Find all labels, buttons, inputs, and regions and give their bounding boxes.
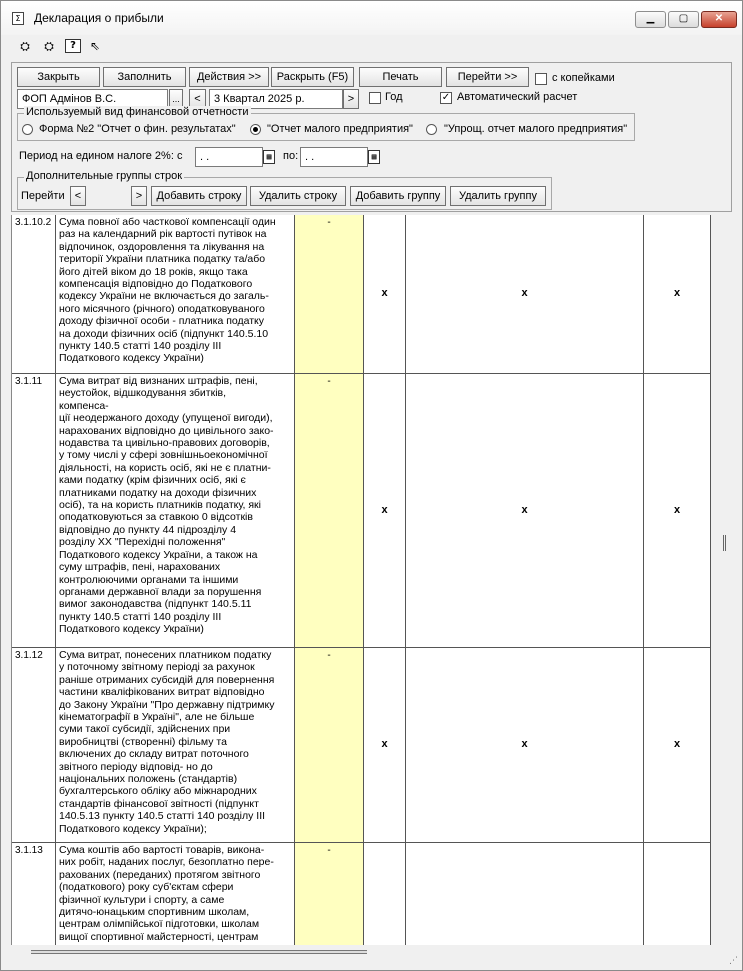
with-kopecks-label: с копейками xyxy=(552,72,615,84)
table-row xyxy=(12,648,711,843)
row-cell-x2 xyxy=(406,374,644,647)
row-cell-x3 xyxy=(644,648,711,842)
tax-period-label: Период на едином налоге 2%: с xyxy=(19,150,183,162)
extra-groups-title: Дополнительные группы строк xyxy=(26,170,183,182)
row-cell-x3 xyxy=(644,843,711,945)
row-code: 3.1.11 xyxy=(12,374,56,647)
x-mark: x xyxy=(673,287,681,299)
close-window-button[interactable] xyxy=(701,11,737,28)
report-type-title: Используемый вид финансовой отчетности xyxy=(26,106,249,118)
prev-period-button[interactable]: < xyxy=(189,89,206,109)
row-code: 3.1.10.2 xyxy=(12,215,56,373)
horizontal-scroll-thumb[interactable] xyxy=(31,950,367,954)
report-type-radio-simplified[interactable] xyxy=(426,124,437,135)
x-mark: x xyxy=(521,287,528,299)
sigma-app-icon: Σ xyxy=(12,12,24,25)
report-type-label-form2: Форма №2 "Отчет о фин. результатах" xyxy=(39,123,236,135)
report-type-group xyxy=(17,106,635,141)
tax-period-to-label: по: xyxy=(283,150,299,162)
x-mark: x xyxy=(673,503,681,516)
row-description: Сума коштів або вартості товарів, викона- них робіт, наданих послуг, безоплатно пере- рахованих (переданих) протягом звітного (податкового) року суб'єктам сфери фізичної культури і спорту, а саме дитячо-юнацьким спортивним школам, центрам олімпійської підготовки, школам вищої спортивної майстерності, центрам xyxy=(56,843,295,945)
row-value-input[interactable]: - xyxy=(295,215,364,373)
row-code: 3.1.13 xyxy=(12,843,56,945)
x-mark: x xyxy=(381,503,388,516)
x-mark: x xyxy=(521,738,528,750)
calendar-from-icon[interactable]: ▦ xyxy=(263,150,275,164)
row-value-input[interactable]: - xyxy=(295,374,364,647)
row-code: 3.1.12 xyxy=(12,648,56,842)
icon-toolbar xyxy=(1,35,742,57)
control-panel xyxy=(11,62,732,212)
add-row-button[interactable]: Добавить строку xyxy=(151,186,247,206)
resize-grip-icon[interactable]: ⋰ xyxy=(729,956,738,966)
delete-row-button[interactable]: Удалить строку xyxy=(250,186,346,206)
tax-period-from-field[interactable]: . . xyxy=(195,147,263,167)
tool-icon-1[interactable]: ⛭ xyxy=(20,39,30,53)
whats-this-icon[interactable]: ⇖ xyxy=(89,39,101,53)
minimize-button[interactable] xyxy=(635,11,666,28)
period-field[interactable]: 3 Квартал 2025 р. xyxy=(209,89,343,109)
calendar-to-icon[interactable]: ▦ xyxy=(368,150,380,164)
year-label: Год xyxy=(385,91,403,103)
goto-button[interactable]: Перейти >> xyxy=(446,67,529,87)
report-type-radio-form2[interactable] xyxy=(22,124,33,135)
horizontal-scrollbar[interactable] xyxy=(11,945,711,961)
row-cell-x1 xyxy=(364,843,406,945)
maximize-icon: ▢ xyxy=(678,13,689,24)
next-period-button[interactable]: > xyxy=(343,89,359,109)
with-kopecks-checkbox[interactable] xyxy=(535,73,547,85)
row-description: Сума витрат, понесених платником податку у поточному звітному періоді за рахунок раніше отриманих субсидій для повернення частини кваліфікованих витрат відповідно до Закону України "Про державну підтримку кінематографії в Україні", але не більше суми такої субсидії, здійснених при виробництві (створенні) фільму та включених до складу витрат поточного звітного періоду відповід- но до національних положень (стандартів) бухгалтерського обліку або міжнародних стандартів фінансової звітності (підпункт 140.5.13 пункту 140.5 статті 140 розділу III Податкового кодексу України); xyxy=(56,648,295,842)
row-cell-x1 xyxy=(364,648,406,842)
report-type-label-small: "Отчет малого предприятия" xyxy=(267,123,413,135)
vertical-scrollbar[interactable] xyxy=(714,215,738,945)
fill-button[interactable]: Заполнить xyxy=(103,67,186,87)
actions-button[interactable]: Действия >> xyxy=(189,67,269,87)
tool-icon-2[interactable]: ⛭ xyxy=(44,39,54,53)
groups-next-button[interactable]: > xyxy=(131,186,147,206)
close-icon: ✕ xyxy=(714,13,724,24)
row-cell-x2 xyxy=(406,648,644,842)
year-checkbox[interactable] xyxy=(369,92,381,104)
x-mark: x xyxy=(673,738,681,750)
row-description: Сума витрат від визнаних штрафів, пені, неустойок, відшкодування збитків, компенса- ції неодержаного доходу (упущеної вигоди), нарахованих відповідно до цивільного зако- нодавства та цивільно-правових договорів, у тому числі у сфері зовнішньоекономічної діяльності, на користь осіб, які не є платни- ками податку (крім фізичних осіб, які є платниками податку на доходи фізичних осіб), та на користь платників податку, які оподатковуються за ставкою 0 відсотків відповідно до пункту 44 підрозділу 4 розділу XX "Перехідні положення" Податкового кодексу України, а також на суму штрафів, пені, нарахованих контролюючими органами та іншими органами державної влади за порушення вимог законодавства (підпункт 140.5.11 пункту 140.5 статті 140 розділу III Податкового кодексу України) xyxy=(56,374,295,647)
maximize-button[interactable] xyxy=(668,11,699,28)
x-mark: x xyxy=(521,503,528,516)
auto-calc-label: Автоматический расчет xyxy=(457,91,578,103)
vertical-scroll-thumb[interactable] xyxy=(723,535,726,551)
groups-goto-label: Перейти xyxy=(21,190,65,202)
print-button[interactable]: Печать xyxy=(359,67,442,87)
minimize-icon: ▁ xyxy=(646,13,655,24)
title-bar xyxy=(1,1,742,35)
company-select-button[interactable]: ... xyxy=(169,89,183,109)
window-title: Декларация о прибыли xyxy=(34,11,164,25)
declaration-grid xyxy=(11,215,711,945)
row-value-input[interactable]: - xyxy=(295,648,364,842)
table-row xyxy=(12,374,711,648)
row-cell-x3 xyxy=(644,215,711,373)
help-icon[interactable]: ? xyxy=(65,39,81,53)
expand-button[interactable]: Раскрыть (F5) xyxy=(271,67,354,87)
row-cell-x2 xyxy=(406,843,644,945)
row-cell-x2 xyxy=(406,215,644,373)
row-cell-x1 xyxy=(364,215,406,373)
auto-calc-checkbox[interactable]: ✓ xyxy=(441,92,451,103)
table-row xyxy=(12,843,711,945)
tax-period-to-field[interactable]: . . xyxy=(300,147,368,167)
report-type-label-simplified: "Упрощ. отчет малого предприятия" xyxy=(444,123,628,135)
row-value-input[interactable]: - xyxy=(295,843,364,945)
x-mark: x xyxy=(381,287,388,299)
add-group-button[interactable]: Добавить группу xyxy=(350,186,446,206)
row-description: Сума повної або часткової компенсації один раз на календарний рік вартості путівок на відпочинок, оздоровлення та лікування на території України платника податку та/або його дітей віком до 18 років, якщо така компенсація відповідно до Податкового кодексу України не включається до загаль- ного місячного (річного) оподатковуваного доходу фізичної особи - платника податку на доходи фізичних осіб (підпункт 140.5.10 пункту 140.5 статті 140 розділу III Податкового кодексу України) xyxy=(56,215,295,373)
close-button[interactable]: Закрыть xyxy=(17,67,100,87)
report-type-radio-small[interactable] xyxy=(250,124,261,135)
company-field[interactable]: ФОП Адмінов В.С. xyxy=(17,89,168,109)
row-cell-x1 xyxy=(364,374,406,647)
row-cell-x3 xyxy=(644,374,711,647)
extra-groups-box xyxy=(17,170,552,210)
x-mark: x xyxy=(381,738,388,750)
groups-prev-button[interactable]: < xyxy=(70,186,86,206)
delete-group-button[interactable]: Удалить группу xyxy=(450,186,546,206)
table-row xyxy=(12,215,711,374)
